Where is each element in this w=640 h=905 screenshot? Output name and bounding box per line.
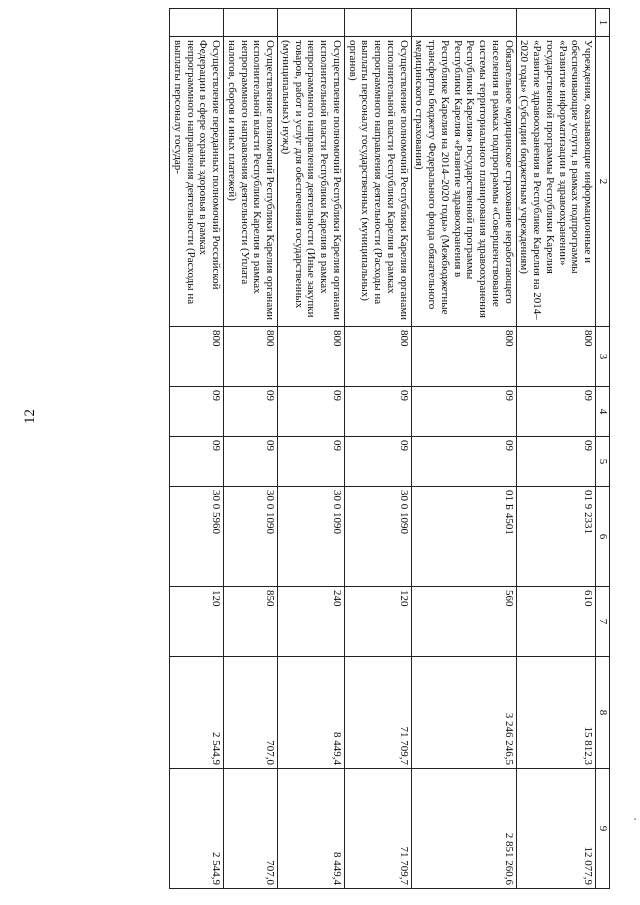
table-row [224,9,278,889]
target-article-code: 30 0 5960 [170,487,224,587]
table-row [345,9,412,889]
subsection-code: 09 [278,437,345,487]
row-cell-1 [345,9,412,37]
ministry-code: 800 [516,327,596,387]
table-row [411,9,516,889]
amount-column-9: 8 449,4 [278,769,345,889]
column-number-row [596,9,610,889]
expense-type-code: 120 [170,587,224,657]
target-article-code: 30 0 1090 [278,487,345,587]
scan-speck [634,818,636,820]
column-number: 3 [596,327,610,387]
table-row [516,9,596,889]
ministry-code: 800 [278,327,345,387]
amount-column-8: 2 544,9 [170,657,224,769]
column-number: 6 [596,487,610,587]
amount-column-9: 707,0 [224,769,278,889]
ministry-code: 800 [224,327,278,387]
subsection-code: 09 [224,437,278,487]
amount-column-9: 71 709,7 [345,769,412,889]
expense-type-code: 850 [224,587,278,657]
ministry-code: 800 [345,327,412,387]
row-description: Осуществление полномочий Республики Карелия органами исполнительной власти Республики Карелия в рамках непрограммного направления деятельности (Расходы на выплаты персоналу государственных (муниципальных) органов) [345,37,412,327]
section-code: 09 [224,387,278,437]
page-number: 12 [22,409,38,424]
column-number: 2 [596,37,610,327]
subsection-code: 09 [170,437,224,487]
target-article-code: 01 9 2331 [516,487,596,587]
row-cell-1 [516,9,596,37]
amount-column-8: 15 812,3 [516,657,596,769]
amount-column-9: 2 851 260,6 [411,769,516,889]
column-number: 5 [596,437,610,487]
amount-column-8: 707,0 [224,657,278,769]
expense-type-code: 560 [411,587,516,657]
subsection-code: 09 [345,437,412,487]
row-cell-1 [411,9,516,37]
table-row [278,9,345,889]
amount-column-8: 8 449,4 [278,657,345,769]
table-row [170,9,224,889]
expense-type-code: 120 [345,587,412,657]
row-cell-1 [170,9,224,37]
row-cell-1 [224,9,278,37]
column-number: 8 [596,657,610,769]
section-code: 09 [170,387,224,437]
amount-column-9: 12 077,9 [516,769,596,889]
ministry-code: 800 [170,327,224,387]
expense-type-code: 610 [516,587,596,657]
row-description: Осуществление переданных полномочий Российской Федерации в сфере охраны здоровья в рамках непрограммного направления деятельности (Расходы на выплаты персоналу государ- [170,37,224,327]
subsection-code: 09 [411,437,516,487]
row-cell-1 [278,9,345,37]
row-description: Обязательное медицинское страхование неработающего населения в рамках подпрограммы «Совершенствование системы территориального планирования здравоохранения Республики Карелия» государственной программы Республики Карелия «Развитие здравоохранения в Республике Карелия на 2014–2020 годы» (Межбюджетные трансферты бюджету Федерального фонда обязательного медицинского страхования) [411,37,516,327]
row-description: Осуществление полномочий Республики Карелия органами исполнительной власти Республики Карелия в рамках непрограммного направления деятельности (Уплата налогов, сборов и иных платежей) [224,37,278,327]
target-article-code: 30 0 1090 [345,487,412,587]
target-article-code: 30 0 1090 [224,487,278,587]
column-number: 4 [596,387,610,437]
target-article-code: 01 Б 4501 [411,487,516,587]
rotated-page-content [70,8,610,888]
column-number: 1 [596,9,610,37]
section-code: 09 [411,387,516,437]
amount-column-9: 2 544,9 [170,769,224,889]
section-code: 09 [278,387,345,437]
section-code: 09 [516,387,596,437]
subsection-code: 09 [516,437,596,487]
row-description: Учреждения, оказывающие информационные и обеспечивающие услуги, в рамках подпрограммы «Развитие информатизации в здравоохранении» государственной программы Республики Карелия «Развитие здравоохранения в Республике Карелия на 2014–2020 годы» (Субсидии бюджетным учреждениям) [516,37,596,327]
row-description: Осуществление полномочий Республики Карелия органами исполнительной власти Республики Карелия в рамках непрограммного направления деятельности (Иные закупки товаров, работ и услуг для обеспечения государственных (муниципальных) нужд) [278,37,345,327]
ministry-code: 800 [411,327,516,387]
amount-column-8: 3 246 246,5 [411,657,516,769]
column-number: 9 [596,769,610,889]
column-number: 7 [596,587,610,657]
amount-column-8: 71 709,7 [345,657,412,769]
budget-table [169,8,610,889]
section-code: 09 [345,387,412,437]
expense-type-code: 240 [278,587,345,657]
